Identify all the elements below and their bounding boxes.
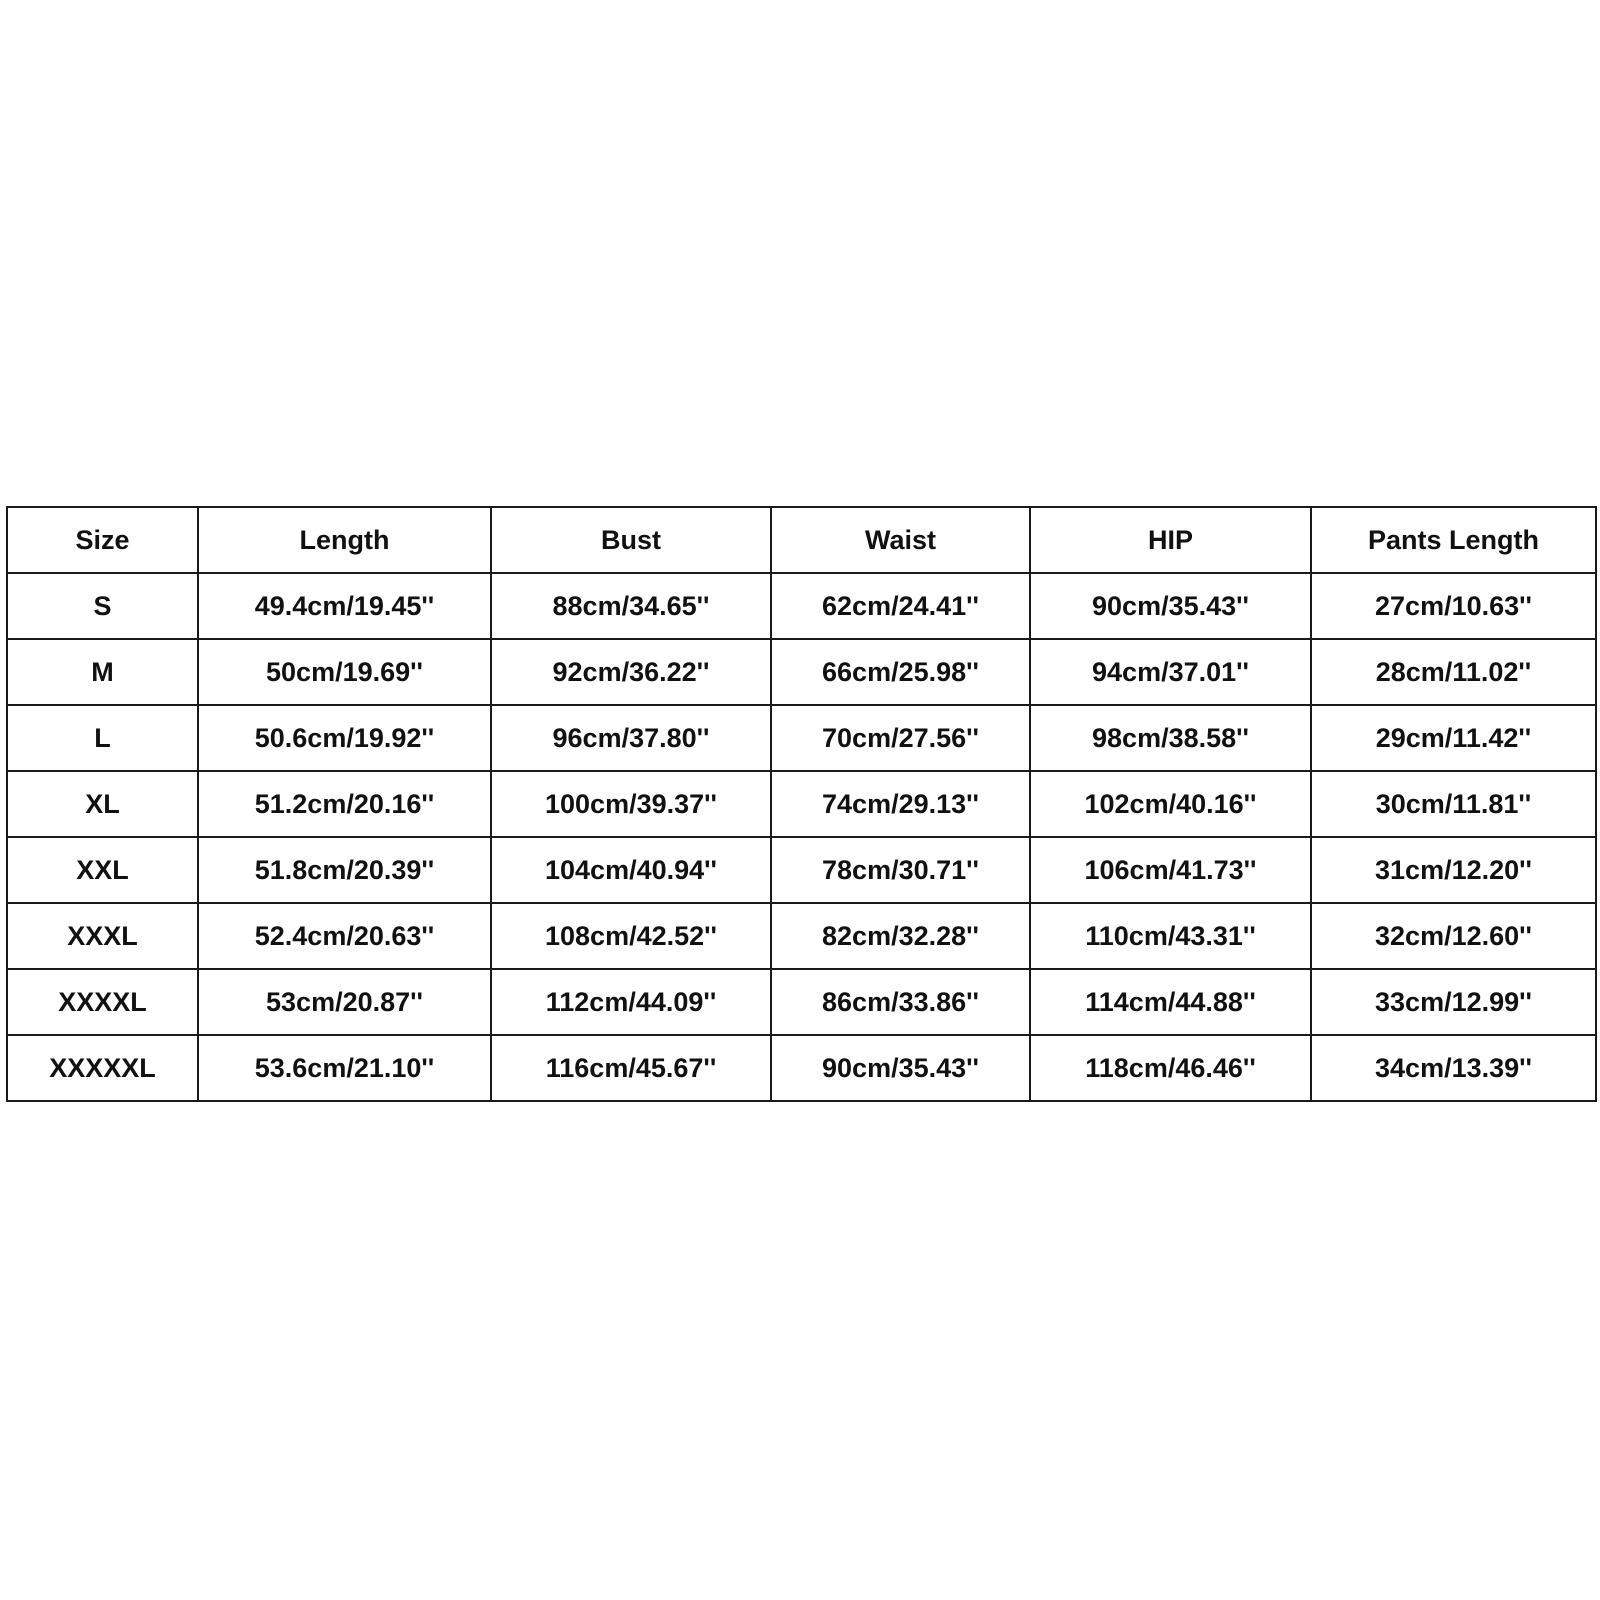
size-cell: XXXXL bbox=[7, 969, 198, 1035]
hip-cell: 118cm/46.46'' bbox=[1030, 1035, 1311, 1101]
length-cell: 50.6cm/19.92'' bbox=[198, 705, 491, 771]
bust-cell: 96cm/37.80'' bbox=[491, 705, 771, 771]
size-cell: XXXXXL bbox=[7, 1035, 198, 1101]
table-row bbox=[7, 903, 1596, 969]
table-row bbox=[7, 771, 1596, 837]
header-size: Size bbox=[7, 507, 198, 573]
bust-cell: 112cm/44.09'' bbox=[491, 969, 771, 1035]
pants-length-cell: 27cm/10.63'' bbox=[1311, 573, 1596, 639]
bust-cell: 100cm/39.37'' bbox=[491, 771, 771, 837]
size-cell: S bbox=[7, 573, 198, 639]
length-cell: 51.2cm/20.16'' bbox=[198, 771, 491, 837]
hip-cell: 102cm/40.16'' bbox=[1030, 771, 1311, 837]
length-cell: 49.4cm/19.45'' bbox=[198, 573, 491, 639]
pants-length-cell: 31cm/12.20'' bbox=[1311, 837, 1596, 903]
header-bust: Bust bbox=[491, 507, 771, 573]
size-cell: L bbox=[7, 705, 198, 771]
hip-cell: 110cm/43.31'' bbox=[1030, 903, 1311, 969]
length-cell: 50cm/19.69'' bbox=[198, 639, 491, 705]
waist-cell: 70cm/27.56'' bbox=[771, 705, 1030, 771]
bust-cell: 116cm/45.67'' bbox=[491, 1035, 771, 1101]
size-cell: XXXL bbox=[7, 903, 198, 969]
table-row bbox=[7, 639, 1596, 705]
pants-length-cell: 30cm/11.81'' bbox=[1311, 771, 1596, 837]
waist-cell: 90cm/35.43'' bbox=[771, 1035, 1030, 1101]
waist-cell: 62cm/24.41'' bbox=[771, 573, 1030, 639]
table-row bbox=[7, 1035, 1596, 1101]
length-cell: 51.8cm/20.39'' bbox=[198, 837, 491, 903]
pants-length-cell: 33cm/12.99'' bbox=[1311, 969, 1596, 1035]
bust-cell: 108cm/42.52'' bbox=[491, 903, 771, 969]
waist-cell: 74cm/29.13'' bbox=[771, 771, 1030, 837]
hip-cell: 98cm/38.58'' bbox=[1030, 705, 1311, 771]
hip-cell: 106cm/41.73'' bbox=[1030, 837, 1311, 903]
hip-cell: 94cm/37.01'' bbox=[1030, 639, 1311, 705]
bust-cell: 88cm/34.65'' bbox=[491, 573, 771, 639]
table-row bbox=[7, 573, 1596, 639]
header-pants-length: Pants Length bbox=[1311, 507, 1596, 573]
bust-cell: 92cm/36.22'' bbox=[491, 639, 771, 705]
waist-cell: 78cm/30.71'' bbox=[771, 837, 1030, 903]
length-cell: 53cm/20.87'' bbox=[198, 969, 491, 1035]
header-waist: Waist bbox=[771, 507, 1030, 573]
pants-length-cell: 34cm/13.39'' bbox=[1311, 1035, 1596, 1101]
table-row bbox=[7, 837, 1596, 903]
table-row bbox=[7, 969, 1596, 1035]
length-cell: 53.6cm/21.10'' bbox=[198, 1035, 491, 1101]
waist-cell: 86cm/33.86'' bbox=[771, 969, 1030, 1035]
waist-cell: 82cm/32.28'' bbox=[771, 903, 1030, 969]
header-hip: HIP bbox=[1030, 507, 1311, 573]
header-row bbox=[7, 507, 1596, 573]
waist-cell: 66cm/25.98'' bbox=[771, 639, 1030, 705]
bust-cell: 104cm/40.94'' bbox=[491, 837, 771, 903]
pants-length-cell: 28cm/11.02'' bbox=[1311, 639, 1596, 705]
hip-cell: 114cm/44.88'' bbox=[1030, 969, 1311, 1035]
pants-length-cell: 29cm/11.42'' bbox=[1311, 705, 1596, 771]
table-row bbox=[7, 705, 1596, 771]
header-length: Length bbox=[198, 507, 491, 573]
pants-length-cell: 32cm/12.60'' bbox=[1311, 903, 1596, 969]
size-cell: XXL bbox=[7, 837, 198, 903]
size-chart-table bbox=[6, 506, 1597, 1102]
size-cell: XL bbox=[7, 771, 198, 837]
length-cell: 52.4cm/20.63'' bbox=[198, 903, 491, 969]
hip-cell: 90cm/35.43'' bbox=[1030, 573, 1311, 639]
size-cell: M bbox=[7, 639, 198, 705]
